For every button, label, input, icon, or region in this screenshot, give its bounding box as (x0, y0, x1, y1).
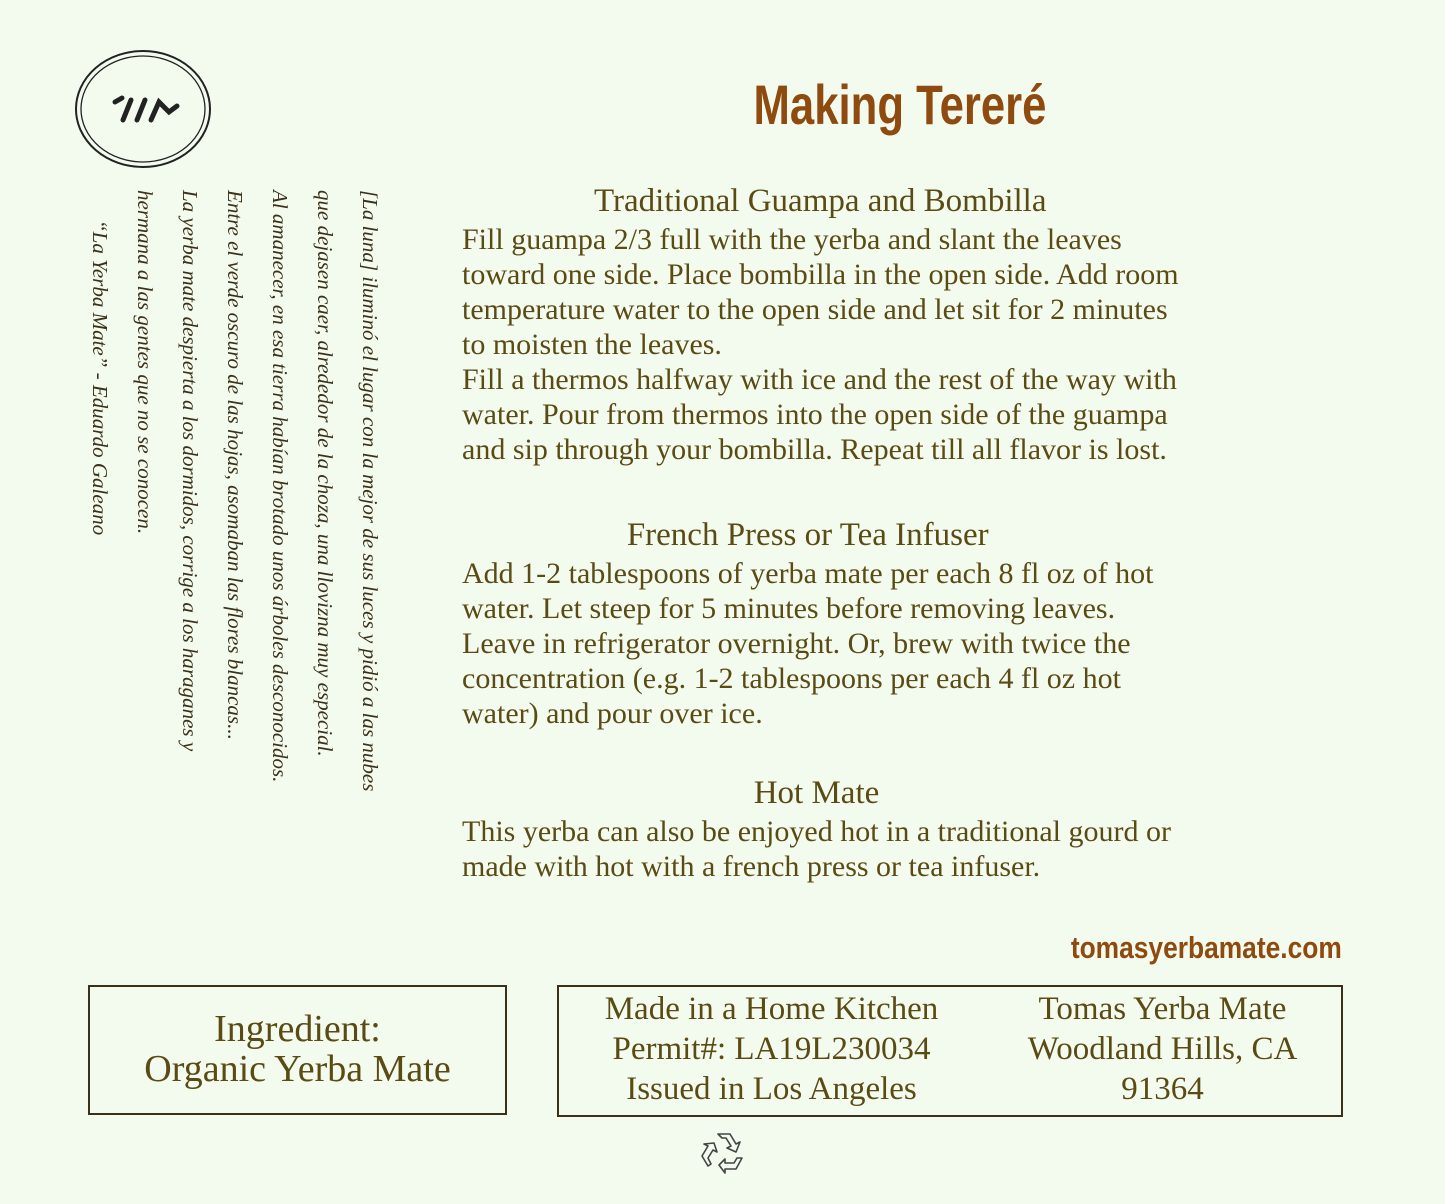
quote-attribution: “La Yerba Mate” - Eduardo Galeano (88, 220, 112, 536)
info-line: Made in a Home Kitchen (604, 991, 939, 1027)
section-heading: Traditional Guampa and Bombilla (594, 183, 1047, 219)
ingredient-value: Organic Yerba Mate (144, 1048, 451, 1090)
ingredient-label: Ingredient: (214, 1008, 381, 1050)
section-hot-mate (462, 772, 1171, 884)
section-heading: Hot Mate (753, 775, 880, 811)
section-body: This yerba can also be enjoyed hot in a traditional gourd or made with hot with a french press or tea infuser. (462, 815, 1171, 883)
quote-panel (88, 190, 392, 810)
info-line: Tomas Yerba Mate (1038, 991, 1287, 1027)
permit-info (559, 989, 984, 1115)
section-body: Add 1-2 tablespoons of yerba mate per each 8 fl oz of hot water. Let steep for 5 minutes before removing leaves. Leave in refrigerator overnight. Or, brew with twice the concentration (e.g. 1-2 tablespoons per each 4 fl oz hot water) and pour over ice. (462, 557, 1154, 730)
page-title: Making Tereré (753, 73, 1047, 136)
section-french-press (462, 514, 1153, 731)
info-line: Woodland Hills, CA (1027, 1031, 1298, 1067)
quote-text: [La luna] iluminó el lugar con la mejor de sus luces y pidió a las nubes que dejasen caer, alrededor de la choza, una llovizna muy especial. Al amanecer, en esa tierra habían brotado unos árboles desconocidos. Entre el verde oscuro de las hojas, asomaban las flores blancas... La yerba mate despierta a los dormidos, corrige a los haraganes y hermana a las gentes que no se conocen. “La Yerba Mate” - Eduardo Galeano (92, 190, 392, 980)
section-heading: French Press or Tea Infuser (626, 517, 989, 553)
website-link[interactable]: tomasyerbamate.com (1071, 930, 1342, 965)
info-line: Issued in Los Angeles (626, 1071, 917, 1107)
producer-info-box (557, 985, 1343, 1117)
brand-logo-icon (73, 48, 213, 170)
address-info (984, 989, 1341, 1115)
info-line: 91364 (1121, 1071, 1204, 1107)
ingredient-box (88, 985, 507, 1115)
section-body: Fill guampa 2/3 full with the yerba and slant the leaves toward one side. Place bombilla in the open side. Add room temperature water to the open side and let sit for 2 minutes to moisten the leaves. Fill a thermos halfway with ice and the rest of the way with water. Pour from thermos into the open side of the guampa and sip through your bombilla. Repeat till all flavor is lost. (462, 223, 1179, 466)
recycle-icon (700, 1128, 748, 1176)
info-line: Permit#: LA19L230034 (612, 1031, 931, 1067)
section-guampa (462, 180, 1179, 467)
